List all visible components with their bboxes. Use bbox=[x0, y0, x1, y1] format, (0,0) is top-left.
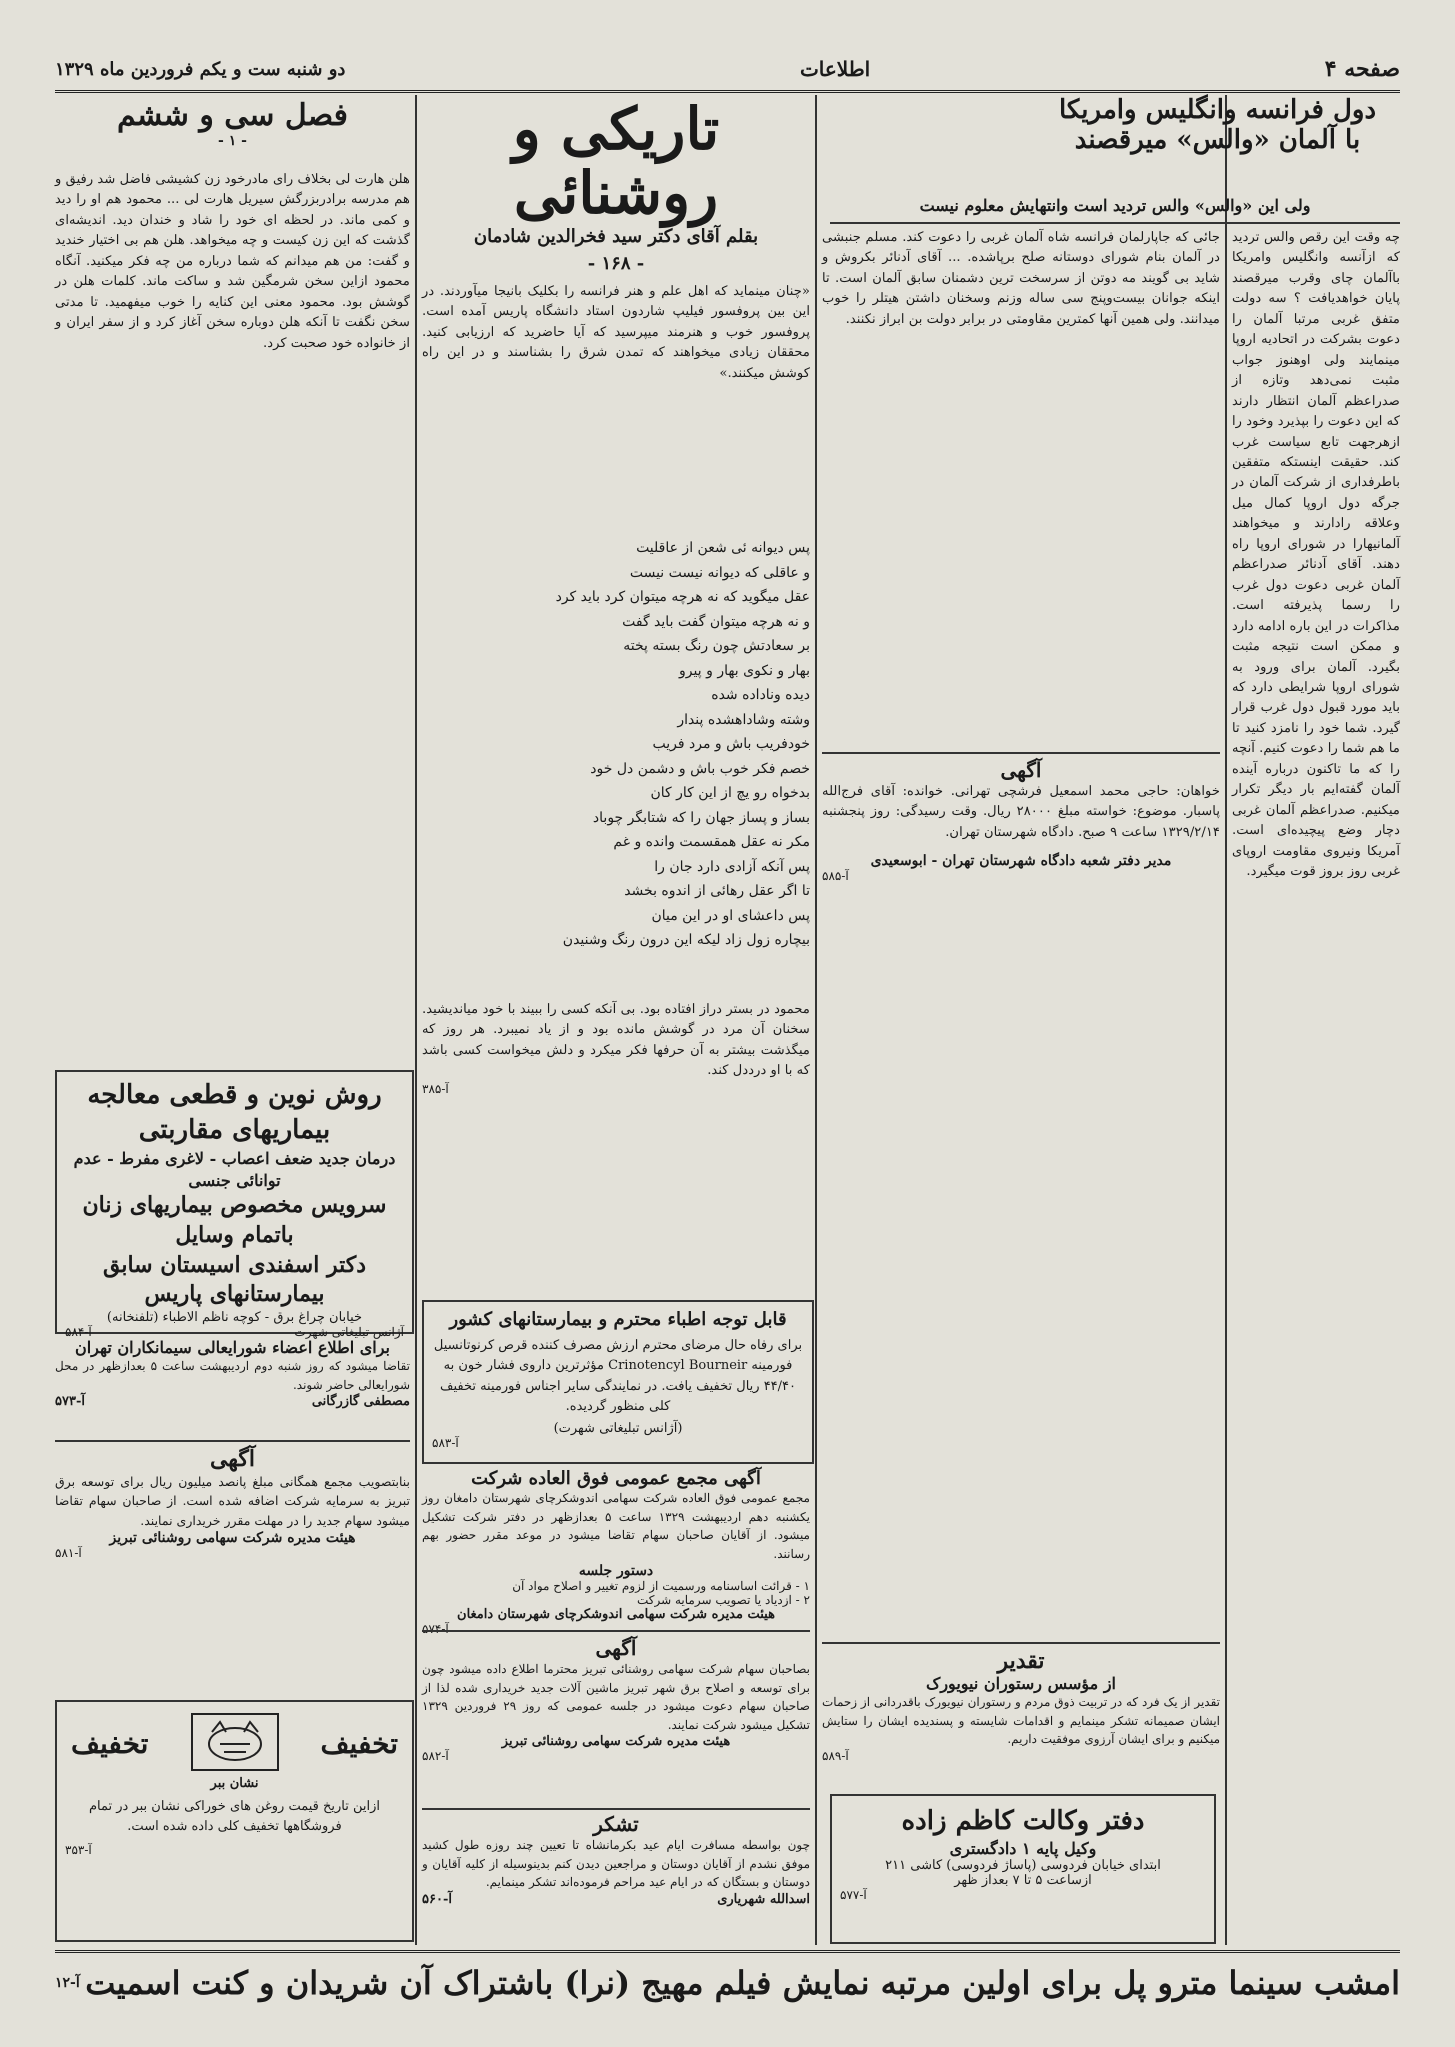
poem-line: پس دیوانه ئی شعن از عاقلیت bbox=[636, 540, 810, 556]
shareholder-notice-body: بصاحبان سهام شرکت سهامی روشنائی تبریز محترما اطلاع داده میشود چون برای توسعه و اصلاح برق شهر تبریز ماشین آلات جدید خریداری شده لذا از صاحبان سهام دعوت میشود در جلسه عمومی که روز ۲۹ فروردین ۱۳۲۹ تشکیل میشود شرکت نمایند. bbox=[422, 1662, 810, 1732]
serial-part-number: - ۱۶۸ - bbox=[587, 252, 645, 274]
council-notice-body: تقاضا میشود که روز شنبه دوم اردیبهشت ساعت ۵ بعدازظهر در محل شورایعالی حاضر شوند. bbox=[55, 1359, 410, 1392]
lawyer-subtitle: وکیل پایه ۱ دادگستری bbox=[949, 1839, 1097, 1859]
rule bbox=[822, 1642, 1220, 1644]
lawyer-address: ابتدای خیابان فردوسی (پاساژ فردوسی) کاشی ۲۱۱ bbox=[885, 1858, 1161, 1874]
novel-body bbox=[55, 170, 410, 1065]
serial-text: «چنان مینماید که اهل علم و هنر فرانسه را بکلیک بانیجا میآوردند. در این بین پروفسور فیلیپ شاردون استاد دانشگاه پاریس آمده است. پروفسور خوب و هنرمند میپرسید که آیا حاضرید که ارزیابی کنید. محققان زیادی میخواهند که تمدن شرق را بشناسند و در این راه کوشش میکنند.» bbox=[422, 284, 810, 381]
article-body: چه وقت این رقص والس تردید که ازآنسه وانگلیس وامریکا باآلمان چای وقرب میرقصند پایان خواهدیافت ؟ سه دولت متفق غربی مرتبا آلمان را دعوت بشرکت در اتحادیه اروپا مینمایند ولی اوهنوز جواب مثبت نمی‌دهد وتازه از صدراعظم آلمان انتظار دارند که این دعوت را بپذیرد وخود را ازهرجهت تابع سیاست غرب کند. حقیقت اینستکه متفقین باطرفداری از شرکت آلمان در جرگه دول اروپا کمال میل وعلاقه رادارند و میخواهند آلمانیهارا در شورای اروپا راه دهند. آقای آدنائر صدراعظم آلمان غربی دعوت دول غرب را رسما پذیرفته است. مذاکرات در این باره ادامه دارد و ممکن است نتیجه مثبت بگیرد. آلمان برای ورود به شورای اروپا شرایطی دارد که باید مورد قبول دول غرب قرار گیرد. شما خود را نامزد کنید تا ما هم شما را دعوت کنیم. آنچه را که ما تاکنون درباره آینده آلمان گفته‌ایم بار دیگر تکرار میکنیم. صدراعظم آلمان غربی دچار وضع پیچیده‌ای است. آمریکا ونیروی مقاومت اروپای غربی روز بروز قوت میگیرد. bbox=[1232, 230, 1400, 880]
court-notice-body: خواهان: حاجی محمد اسمعیل فرشچی تهرانی. خوانده: آقای فرج‌الله پاسبار. موضوع: خواسته مبلغ ۲۸۰۰۰ ریال. وقت رسیدگی: روز پنجشنبه ۱۳۲۹/۲/۱۴ ساعت ۹ صبح. دادگاه شهرستان تهران. bbox=[822, 784, 1220, 840]
ad-code: آ-۳۸۵ bbox=[422, 1081, 449, 1096]
capital-increase-notice bbox=[55, 1446, 410, 1686]
capital-notice-title: آگهی bbox=[209, 1446, 256, 1472]
clinic-ad-agency: آژانس تبلیغاتی شهرت bbox=[294, 1325, 404, 1340]
gratitude-notice bbox=[422, 1812, 810, 1944]
thanks-subtitle: از مؤسس رستوران نیویورک bbox=[926, 1674, 1116, 1693]
poem-line: بساز و پساز جهان را که شتابگر چوباد bbox=[592, 809, 810, 826]
serial-title: تاریکی و روشنائی bbox=[512, 95, 720, 227]
agenda-item: ۲ - ازدیاد یا تصویب سرمایه شرکت bbox=[637, 1593, 810, 1608]
serial-poem bbox=[520, 536, 810, 996]
poem-line: بر سعادتش چون رنگ بسته پخته bbox=[623, 638, 810, 654]
ad-code: آ-۵۶۰ bbox=[422, 1891, 452, 1907]
council-notice-title: برای اطلاع اعضاء شورایعالی سیمانکاران تهران bbox=[74, 1338, 391, 1357]
article-column bbox=[1232, 228, 1400, 1943]
ad-code: آ-۵۸۳ bbox=[432, 1435, 459, 1450]
novel-header bbox=[55, 98, 410, 168]
rule bbox=[422, 1808, 810, 1810]
ad-code: آ-۵۸۱ bbox=[55, 1546, 82, 1561]
rule bbox=[822, 752, 1220, 754]
discount-brand: نشان ببر bbox=[210, 1776, 259, 1791]
lawyer-office-ad bbox=[830, 1794, 1216, 1944]
court-notice-title: آگهی bbox=[1000, 758, 1042, 782]
serial-body bbox=[422, 282, 810, 532]
rule bbox=[830, 222, 1400, 224]
shareholder-notice-title: آگهی bbox=[595, 1636, 637, 1660]
poem-line: خصم فکر خوب باش و دشمن دل خود bbox=[590, 760, 810, 777]
medicine-ad-agency: (آژانس تبلیغاتی شهرت) bbox=[553, 1420, 683, 1436]
ad-code: آ-۵۷۳ bbox=[55, 1394, 85, 1410]
page-number: صفحه ۴ bbox=[1324, 56, 1400, 82]
medicine-ad-body: برای رفاه حال مرضای محترم ارزش مصرف کننده قرص کرنوتانسیل فورمینه Crinotencyl Bourneir مؤثرترین داروی فشار خون به ۴۴/۴۰ ریال تخفیف یافت. در نمایندگی سایر اجناس فورمینه تخفیف کلی منظور گردیده. bbox=[433, 1338, 803, 1414]
ad-code: آ-۳۵۳ bbox=[65, 1843, 92, 1858]
column-rule bbox=[1225, 95, 1227, 1945]
court-notice-signature: مدیر دفتر شعبه دادگاه شهرستان تهران - ابوسعیدی bbox=[870, 853, 1172, 870]
council-notice bbox=[55, 1338, 410, 1436]
clinic-ad bbox=[55, 1070, 414, 1340]
clinic-ad-doctor: دکتر اسفندی اسیستان سابق بیمارستانهای پاریس bbox=[102, 1251, 367, 1308]
ad-code: آ-۱۲ bbox=[55, 1975, 80, 1991]
serial-header bbox=[422, 95, 810, 278]
meeting-agenda-title: دستور جلسه bbox=[578, 1563, 654, 1580]
gratitude-body: چون بواسطه مسافرت ایام عید بکرمانشاه تا تعیین چند روزه طول کشید موفق نشدم از آقایان دوستان و مراجعین دیدن کنم بدینوسیله از کلیه آقایان و دوستان و بستگان که در ایام عید مراحم فرموده‌اند تشکر مینمایم. bbox=[422, 1838, 811, 1890]
poem-line: و نه هرچه میتوان گفت باید گفت bbox=[622, 613, 810, 630]
article-continuation bbox=[822, 228, 1220, 748]
thanks-title: تقدیر bbox=[997, 1648, 1045, 1674]
council-notice-signature: مصطفی گازرگانی bbox=[311, 1394, 410, 1410]
lawyer-title: دفتر وکالت کاظم زاده bbox=[901, 1806, 1145, 1836]
shareholder-notice bbox=[422, 1636, 810, 1806]
tiger-logo-icon bbox=[190, 1712, 280, 1776]
subheadline: ولی این «والس» والس تردید است وانتهایش معلوم نیست bbox=[919, 196, 1311, 215]
poem-line: عقل میگوید که نه هرچه میتوان کرد باید کرد bbox=[555, 589, 810, 605]
poem-line: پس داعشای او در این میان bbox=[651, 907, 810, 924]
capital-notice-signature: هیئت مدیره شرکت سهامی روشنائی تبریز bbox=[109, 1530, 356, 1547]
cinema-banner bbox=[55, 1950, 1400, 2013]
headline: دول فرانسه وانگلیس وامریکا bbox=[1058, 95, 1377, 125]
poem-line: پس آنکه آزادی دارد جان را bbox=[654, 858, 810, 875]
novel-section-number: - ۱ - bbox=[218, 133, 247, 149]
poem-line: بدخواه رو یچ از این کار کان bbox=[650, 785, 810, 801]
poem-line: و عاقلی که دیوانه نیست نیست bbox=[629, 564, 810, 581]
discount-title-left: تخفیف bbox=[71, 1727, 149, 1761]
thanks-notice bbox=[822, 1648, 1220, 1786]
meeting-ad-signature: هیئت مدیره شرکت سهامی اندوشکرچای شهرستان دامغان bbox=[457, 1607, 775, 1623]
poem-line: تا اگر عقل رهائی از اندوه بخشد bbox=[624, 883, 810, 899]
medicine-ad-title: قابل توجه اطباء محترم و بیمارستانهای کشور bbox=[449, 1309, 787, 1330]
column-rule bbox=[415, 95, 417, 1945]
ad-code: آ-۵۸۹ bbox=[822, 1748, 849, 1763]
medicine-ad bbox=[422, 1300, 814, 1464]
shareholder-notice-signature: هیئت مدیره شرکت سهامی روشنائی تبریز bbox=[501, 1734, 731, 1750]
discount-title-right: تخفیف bbox=[320, 1727, 398, 1761]
serial-body-2 bbox=[422, 1000, 810, 1295]
meeting-ad-body: مجمع عمومی فوق العاده شرکت سهامی اندوشکرچای شهرستان دامغان روز یکشنبه دهم اردیبهشت ۱۳۲۹ ساعت ۵ بعدازظهر در دفتر شرکت تشکیل میشود. از آقایان صاحبان سهام تقاضا میشود در موعد مقرر حضور بهم رسانند. bbox=[422, 1491, 810, 1561]
cinema-banner-text: امشب سینما مترو پل برای اولین مرتبه نمایش فیلم مهیج (نرا) باشتراک آن شریدان و کنت اسمیت bbox=[85, 1964, 1400, 2002]
company-meeting-ad bbox=[422, 1468, 810, 1628]
thanks-body: تقدیر از یک فرد که در تربیت ذوق مردم و رستوران نیویورک باقدردانی از زحمات ایشان صمیمانه تشکر مینمایم و اقدامات شایسته و پسندیده ایشان را ستایش میکنیم و برای ایشان آرزوی موفقیت داریم. bbox=[822, 1695, 1220, 1747]
ad-code: آ-۵۸۲ bbox=[422, 1749, 449, 1764]
capital-notice-body: بنابتصویب مجمع همگانی مبلغ پانصد میلیون ریال برای توسعه برق تبریز به سرمایه شرکت اضافه شده است. از صاحبان سهام تقاضا میشود سهام جدید را در مهلت مقرر خریداری نمایند. bbox=[55, 1474, 410, 1528]
gratitude-signature: اسدالله شهریاری bbox=[717, 1891, 810, 1907]
ad-code: آ-۵۸۴ bbox=[65, 1325, 92, 1340]
discount-ad bbox=[55, 1700, 414, 1942]
poem-line: خودفریب باش و مرد فریب bbox=[652, 736, 810, 752]
court-notice bbox=[822, 758, 1220, 1638]
issue-date: دو شنبه ست و یکم فروردین ماه ۱۳۲۹ bbox=[55, 58, 346, 80]
discount-body: ازاین تاریخ قیمت روغن های خوراکی نشان ببر در تمام فروشگاهها تخفیف کلی داده شده است. bbox=[88, 1799, 381, 1835]
paper-name: اطلاعات bbox=[799, 57, 871, 81]
novel-chapter-title: فصل سی و ششم bbox=[117, 98, 348, 133]
clinic-ad-address: خیابان چراغ برق - کوچه ناظم الاطباء (تلفنخانه) bbox=[106, 1310, 363, 1326]
subhead-block bbox=[830, 196, 1400, 220]
ad-code: آ-۵۸۵ bbox=[822, 869, 849, 884]
rule bbox=[55, 1440, 410, 1442]
poem-line: دیده وناداده شده bbox=[711, 687, 810, 703]
agenda-item: ۱ - قرائت اساسنامه ورسمیت از لزوم تغییر و اصلاح مواد آن bbox=[512, 1579, 810, 1594]
meeting-agenda bbox=[422, 1579, 810, 1607]
poem-line: بیچاره زول زاد لیکه این درون رنگ وشنیدن bbox=[562, 932, 810, 948]
lawyer-hours: ازساعت ۵ تا ۷ بعداز ظهر bbox=[954, 1873, 1092, 1889]
clinic-ad-title: روش نوین و قطعی معالجه بیماریهای مقاربتی bbox=[87, 1080, 382, 1146]
serial-text-continued: محمود در بستر دراز افتاده بود. بی آنکه کسی را ببیند با خود میاندیشید. سخنان آن مرد در گوشش مانده بود و از یاد نمیبرد. هر روز که میگذشت بیشتر به آن حرفها فکر میکرد و دلش میخواست کسی باشد که با او درددل کند. bbox=[422, 1002, 810, 1079]
clinic-ad-line: درمان جدید ضعف اعصاب - لاغری مفرط - عدم توانائی جنسی bbox=[73, 1149, 396, 1190]
novel-text: هلن هارت لی بخلاف رای مادرخود زن کشیشی فاضل شد رفیق و هم مدرسه برادربزرگش سیریل هارت لی ... محمود هم او را دید و کمی ماند. در لحظه ای خود را شاد و خندان دید. اندیشه‌ای گذشت که این زن کیست و چه میخواهد. هلن هم بی اختیار خندید و گفت: من هم میدانم که شما درباره من چه فکر میکنید. آنگاه محمود ازاین سخن شرمگین شد و ساکت ماند. کلمات هلن در گوشش بود. محمود معنی این کنایه را خوب میفهمید. تا مدتی سخن نگفت تا آنکه هلن دوباره سخن آغاز کرد و از سفر ایران و از خانواده خود صحبت کرد. bbox=[55, 172, 410, 351]
clinic-ad-line: سرویس مخصوص بیماریهای زنان باتمام وسایل bbox=[82, 1192, 387, 1249]
column-rule bbox=[815, 95, 817, 1945]
poem-lines bbox=[520, 536, 810, 953]
article-body-continued: جائی که جاپارلمان فرانسه شاه آلمان غربی را دعوت کند. مسلم جنبشی در آلمان بنام شورای دوستانه صلح برپاشده. ... آقای آدنائر بکروش و شاید بی گویند مه دوتن از سرسخت ترین دشمنان سابق آلمان است. تا اینکه جوانان بیست‌وپنج سی ساله وزنم وسخنان داشتن هیتلر را خوب میدانند. ولی همین آنها کمترین مقاومتی در برابر دولت بن ابراز نکنند. bbox=[822, 230, 1220, 327]
poem-line: وشته وشاداهشده پندار bbox=[677, 711, 810, 728]
gratitude-title: تشکر bbox=[593, 1812, 639, 1836]
page-header bbox=[55, 48, 1400, 93]
rule bbox=[422, 1630, 810, 1632]
serial-author: بقلم آقای دکتر سید فخرالدین شادمان bbox=[473, 225, 759, 247]
ad-code: آ-۵۷۷ bbox=[840, 1888, 867, 1903]
headline-block bbox=[1035, 95, 1400, 195]
poem-line: بهار و نکوی بهار و پیرو bbox=[679, 662, 810, 679]
poem-line: مکر نه عقل همقسمت وانده و غم bbox=[613, 834, 810, 850]
meeting-ad-title: آگهی مجمع عمومی فوق العاده شرکت bbox=[471, 1468, 761, 1489]
headline-second: با آلمان «والس» میرقصند bbox=[1074, 125, 1361, 155]
